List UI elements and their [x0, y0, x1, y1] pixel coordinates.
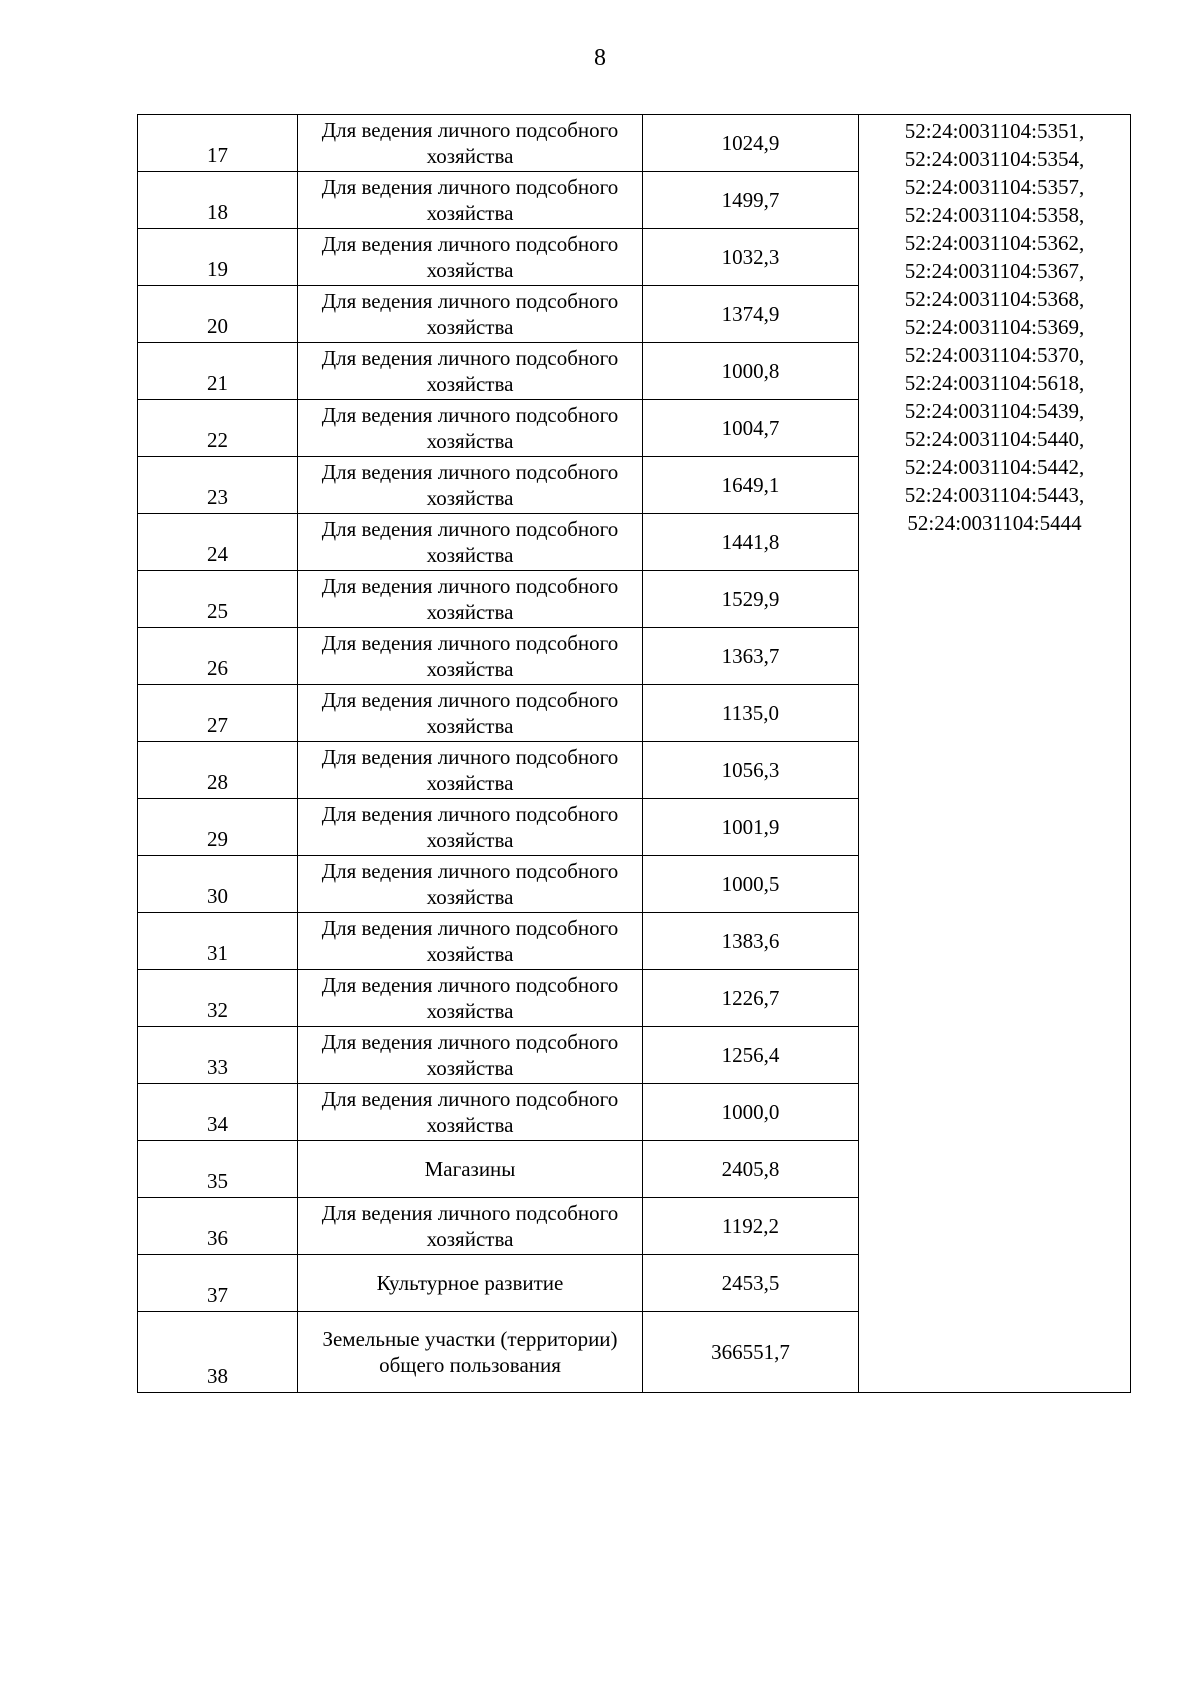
plot-area: 1000,5 [643, 856, 859, 913]
plot-area: 1256,4 [643, 1027, 859, 1084]
permitted-use: Для ведения личного подсобного хозяйства [298, 172, 643, 229]
row-number: 37 [138, 1255, 298, 1312]
row-number: 28 [138, 742, 298, 799]
permitted-use: Для ведения личного подсобного хозяйства [298, 1027, 643, 1084]
permitted-use: Для ведения личного подсобного хозяйства [298, 913, 643, 970]
row-number: 18 [138, 172, 298, 229]
plot-area: 1000,0 [643, 1084, 859, 1141]
plot-area: 1226,7 [643, 970, 859, 1027]
cadastral-number: 52:24:0031104:5444 [907, 511, 1082, 535]
row-number: 22 [138, 400, 298, 457]
row-number: 30 [138, 856, 298, 913]
plot-area: 2453,5 [643, 1255, 859, 1312]
row-number: 32 [138, 970, 298, 1027]
plot-area: 1024,9 [643, 115, 859, 172]
plot-area: 1192,2 [643, 1198, 859, 1255]
row-number: 26 [138, 628, 298, 685]
cadastral-number: 52:24:0031104:5367, [904, 259, 1085, 283]
plot-area: 1529,9 [643, 571, 859, 628]
permitted-use: Для ведения личного подсобного хозяйства [298, 400, 643, 457]
permitted-use: Для ведения личного подсобного хозяйства [298, 685, 643, 742]
permitted-use: Культурное развитие [298, 1255, 643, 1312]
cadastral-number: 52:24:0031104:5439, [904, 399, 1085, 423]
permitted-use: Для ведения личного подсобного хозяйства [298, 1084, 643, 1141]
permitted-use: Для ведения личного подсобного хозяйства [298, 514, 643, 571]
permitted-use: Для ведения личного подсобного хозяйства [298, 343, 643, 400]
cadastral-number: 52:24:0031104:5370, [904, 343, 1085, 367]
row-number: 35 [138, 1141, 298, 1198]
plot-area: 1441,8 [643, 514, 859, 571]
plot-area: 366551,7 [643, 1312, 859, 1393]
plot-area: 1032,3 [643, 229, 859, 286]
permitted-use: Для ведения личного подсобного хозяйства [298, 970, 643, 1027]
plot-area: 1383,6 [643, 913, 859, 970]
row-number: 33 [138, 1027, 298, 1084]
cadastral-number: 52:24:0031104:5362, [904, 231, 1085, 255]
permitted-use: Для ведения личного подсобного хозяйства [298, 229, 643, 286]
row-number: 17 [138, 115, 298, 172]
row-number: 31 [138, 913, 298, 970]
permitted-use: Земельные участки (территории) общего пользования [298, 1312, 643, 1393]
row-number: 23 [138, 457, 298, 514]
plot-area: 1135,0 [643, 685, 859, 742]
row-number: 20 [138, 286, 298, 343]
row-number: 36 [138, 1198, 298, 1255]
permitted-use: Для ведения личного подсобного хозяйства [298, 457, 643, 514]
permitted-use: Для ведения личного подсобного хозяйства [298, 799, 643, 856]
plot-area: 1499,7 [643, 172, 859, 229]
permitted-use: Для ведения личного подсобного хозяйства [298, 571, 643, 628]
cadastral-number: 52:24:0031104:5358, [904, 203, 1085, 227]
plot-area: 1001,9 [643, 799, 859, 856]
row-number: 19 [138, 229, 298, 286]
cadastral-number: 52:24:0031104:5440, [904, 427, 1085, 451]
plot-area: 2405,8 [643, 1141, 859, 1198]
plot-area: 1363,7 [643, 628, 859, 685]
row-number: 21 [138, 343, 298, 400]
cadastral-number: 52:24:0031104:5443, [904, 483, 1085, 507]
cadastral-number: 52:24:0031104:5368, [904, 287, 1085, 311]
permitted-use: Для ведения личного подсобного хозяйства [298, 1198, 643, 1255]
permitted-use: Для ведения личного подсобного хозяйства [298, 742, 643, 799]
row-number: 27 [138, 685, 298, 742]
row-number: 34 [138, 1084, 298, 1141]
cadastral-number: 52:24:0031104:5442, [904, 455, 1085, 479]
cadastral-number: 52:24:0031104:5357, [904, 175, 1085, 199]
row-number: 25 [138, 571, 298, 628]
plot-area: 1004,7 [643, 400, 859, 457]
plot-area: 1374,9 [643, 286, 859, 343]
plot-area: 1000,8 [643, 343, 859, 400]
permitted-use: Для ведения личного подсобного хозяйства [298, 286, 643, 343]
plot-area: 1056,3 [643, 742, 859, 799]
permitted-use: Для ведения личного подсобного хозяйства [298, 856, 643, 913]
row-number: 24 [138, 514, 298, 571]
row-number: 38 [138, 1312, 298, 1393]
table-row [138, 115, 1131, 172]
land-plots-table [137, 114, 1131, 1393]
row-number: 29 [138, 799, 298, 856]
permitted-use: Для ведения личного подсобного хозяйства [298, 628, 643, 685]
cadastral-number: 52:24:0031104:5351, [904, 119, 1085, 143]
cadastral-number: 52:24:0031104:5618, [904, 371, 1085, 395]
cadastral-numbers-cell [859, 115, 1131, 1393]
page-number: 8 [594, 45, 606, 71]
cadastral-number: 52:24:0031104:5369, [904, 315, 1085, 339]
permitted-use: Для ведения личного подсобного хозяйства [298, 115, 643, 172]
permitted-use: Магазины [298, 1141, 643, 1198]
cadastral-number: 52:24:0031104:5354, [904, 147, 1085, 171]
plot-area: 1649,1 [643, 457, 859, 514]
